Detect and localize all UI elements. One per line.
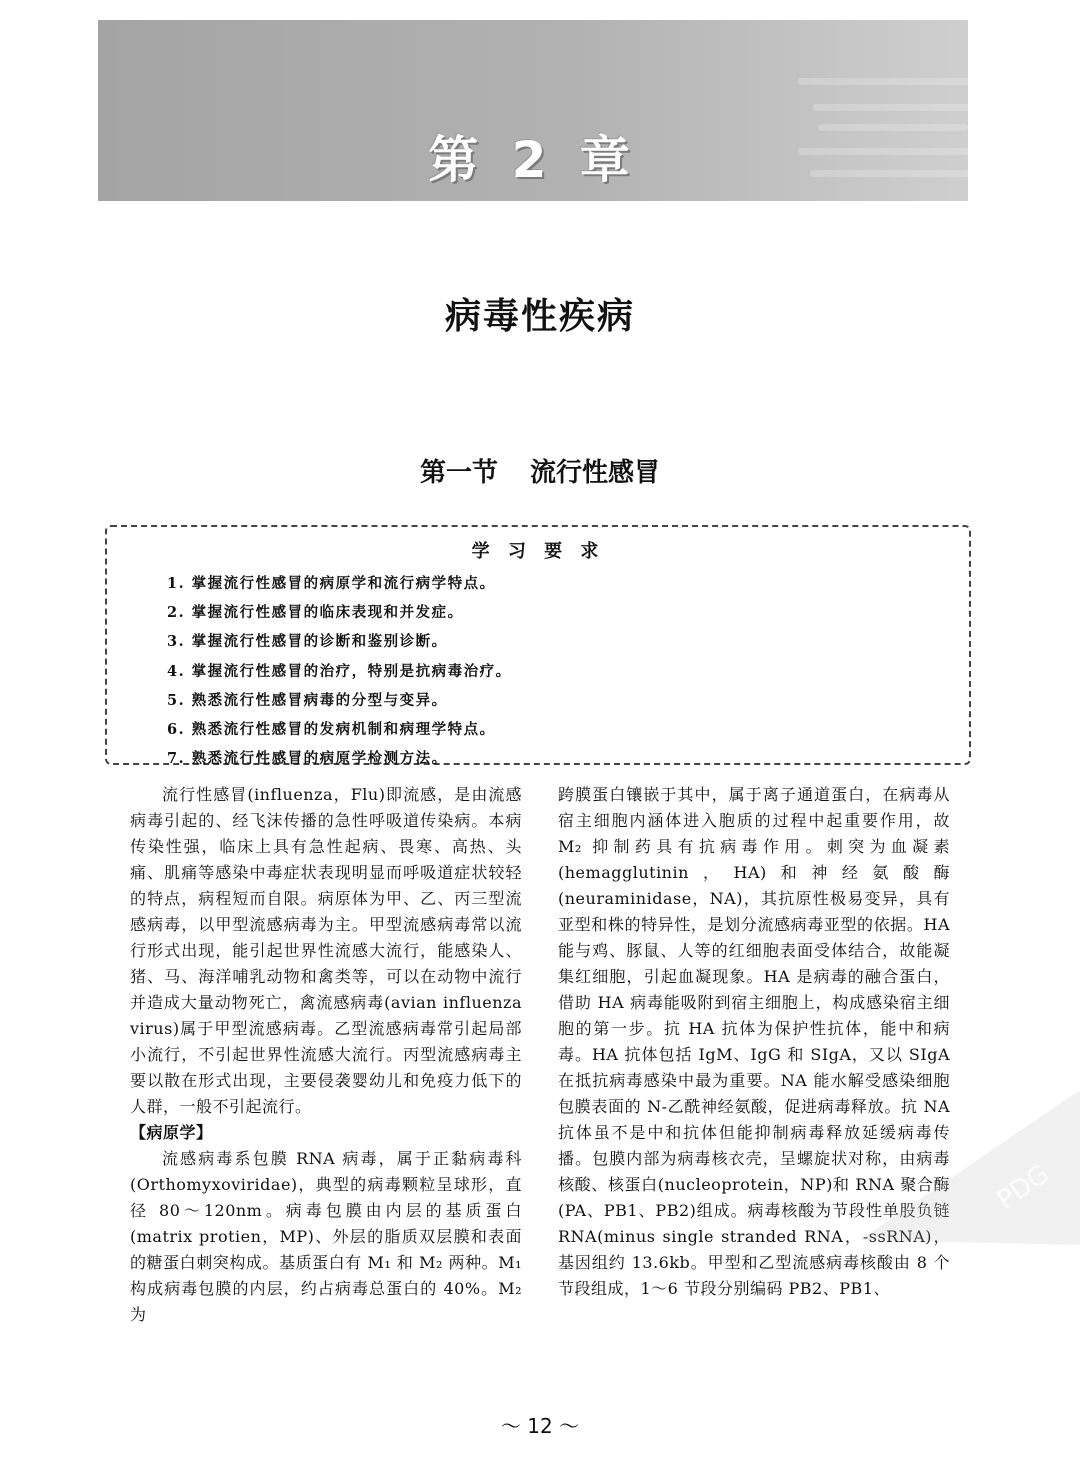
intro-paragraph: 流行性感冒(influenza，Flu)即流感，是由流感病毒引起的、经飞沫传播的急性呼吸道传染病。本病传染性强，临床上具有急性起病、畏寒、高热、头痛、肌痛等感染中毒症状表现明显而呼吸道症状较轻的特点，病程短而自限。病原体为甲、乙、丙三型流感病毒，以甲型流感病毒为主。甲型流感病毒常以流行形式出现，能引起世界性流感大流行，能感染人、猪、马、海洋哺乳动物和禽类等，可以在动物中流行并造成大量动物死亡，禽流感病毒(avian influenza virus)属于甲型流感病毒。乙型流感病毒常引起局部小流行，不引起世界性流感大流行。丙型流感病毒主要以散在形式出现，主要侵袭婴幼儿和免疫力低下的人群，一般不引起流行。 — [130, 785, 522, 1116]
banner-ghost-line — [813, 104, 968, 111]
watermark-text: PDG — [991, 1159, 1055, 1216]
chapter-banner — [98, 20, 968, 201]
study-requirement-item: 2. 掌握流行性感冒的临床表现和并发症。 — [167, 604, 464, 622]
study-requirement-item: 3. 掌握流行性感冒的诊断和鉴别诊断。 — [167, 633, 448, 651]
continued-paragraph: 跨膜蛋白镶嵌于其中，属于离子通道蛋白，在病毒从宿主细胞内涵体进入胞质的过程中起重要作用，故 M₂ 抑制药具有抗病毒作用。刺突为血凝素(hemagglutinin，HA)和神经氨酸酶(neuraminidase，NA)，其抗原性极易变异，具有亚型和株的特异性，是划分流感病毒亚型的依据。HA 能与鸡、豚鼠、人等的红细胞表面受体结合，故能凝集红细胞，引起血凝现象。HA 是病毒的融合蛋白，借助 HA 病毒能吸附到宿主细胞上，构成感染宿主细胞的第一步。抗 HA 抗体为保护性抗体，能中和病毒。HA 抗体包括 IgM、IgG 和 SIgA，又以 SIgA 在抵抗病毒感染中最为重要。NA 能水解受感染细胞包膜表面的 N-乙酰神经氨酸，促进病毒释放。抗 NA 抗体虽不是中和抗体但能抑制病毒释放延缓病毒传播。包膜内部为病毒核衣壳，呈螺旋状对称，由病毒核酸、核蛋白(nucleoprotein，NP)和 RNA 聚合酶(PA、PB1、PB2)组成。病毒核酸为节段性单股负链 RNA(minus single stranded RNA，-ssRNA)，基因组约 13.6kb。甲型和乙型流感病毒核酸由 8 个节段组成，1～6 节段分别编码 PB2、PB1、 — [558, 785, 950, 1298]
study-requirements-box — [105, 525, 971, 768]
etiology-heading: 【病原学】 — [130, 1123, 213, 1142]
body-column-right — [558, 782, 950, 1302]
banner-ghost-line — [798, 78, 968, 85]
body-column-left — [130, 782, 522, 1328]
page-number: ～ 12 ～ — [500, 1414, 580, 1438]
chapter-title: 第 2 章 — [428, 131, 638, 189]
etiology-paragraph: 流感病毒系包膜 RNA 病毒，属于正黏病毒科(Orthomyxoviridae)，典型的病毒颗粒呈球形，直径 80～120nm。病毒包膜由内层的基质蛋白(matrix protien，MP)、外层的脂质双层膜和表面的糖蛋白刺突构成。基质蛋白有 M₁ 和 M₂ 两种。M₁ 构成病毒包膜的内层，约占病毒总蛋白的 40%。M₂ 为 — [130, 1149, 522, 1324]
study-requirement-item: 1. 掌握流行性感冒的病原学和流行病学特点。 — [167, 575, 496, 592]
study-requirement-item: 6. 熟悉流行性感冒的发病机制和病理学特点。 — [167, 721, 496, 739]
study-requirement-item: 7. 熟悉流行性感冒的病原学检测方法。 — [167, 750, 448, 768]
section-name: 流行性感冒 — [530, 458, 661, 488]
section-number: 第一节 — [419, 458, 498, 488]
study-requirement-item: 5. 熟悉流行性感冒病毒的分型与变异。 — [167, 691, 448, 709]
study-requirement-item: 4. 掌握流行性感冒的治疗，特别是抗病毒治疗。 — [167, 662, 512, 680]
study-requirements-list — [167, 569, 969, 773]
part-title: 病毒性疾病 — [444, 296, 635, 337]
study-requirements-heading: 学 习 要 求 — [471, 541, 605, 562]
section-title — [0, 452, 1080, 489]
